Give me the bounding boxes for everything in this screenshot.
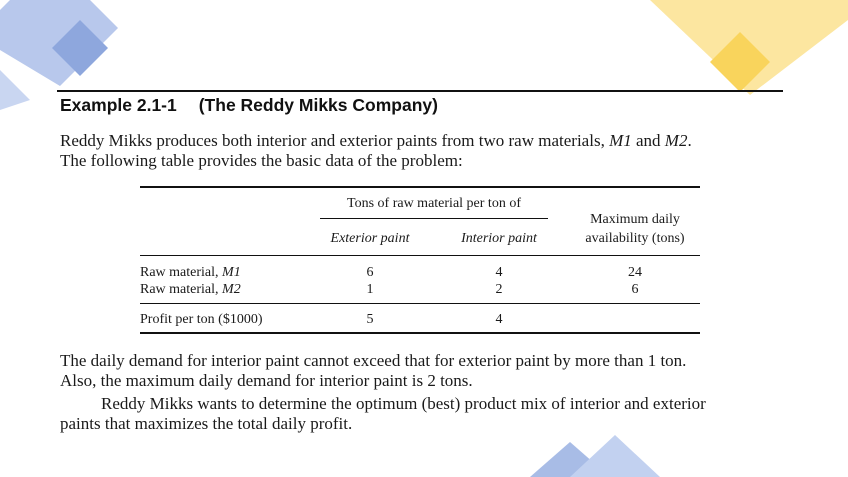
col-header-max-line2: availability (tons) [585,231,685,246]
example-heading [60,95,438,116]
cell-m1-max: 24 [628,265,642,280]
group-header-rule [320,218,548,219]
col-header-max-line1: Maximum daily [590,212,680,227]
profit-label: Profit per ton ($1000) [140,312,263,327]
cell-m2-exterior: 1 [366,282,374,297]
profit-top-rule [140,303,700,304]
bottom-decoration [520,430,670,477]
group-header: Tons of raw material per ton of [347,196,521,211]
table-bottom-rule [140,332,700,334]
cell-m1-exterior: 6 [366,265,374,280]
table-top-rule [140,186,700,188]
blue-triangle [0,70,30,110]
cell-m1-interior: 4 [495,265,503,280]
outro-line-3: Reddy Mikks wants to determine the optimum (best) product mix of interior and exterior [101,394,706,413]
col-header-interior: Interior paint [461,231,537,246]
heading-rule [57,90,783,92]
example-title: (The Reddy Mikks Company) [198,95,438,115]
example-number: Example 2.1-1 [60,95,177,115]
top-right-decoration [640,0,848,95]
row-label-m2: Raw material, M2 [140,282,241,297]
intro-line-2: The following table provides the basic data of the problem: [60,151,463,170]
outro-line-2: Also, the maximum daily demand for interior paint is 2 tons. [60,371,473,390]
cell-profit-exterior: 5 [366,312,374,327]
header-bottom-rule [140,255,700,256]
row-label-m1: Raw material, M1 [140,265,241,280]
top-left-decoration [0,0,130,110]
cell-profit-interior: 4 [495,312,503,327]
outro-line-1: The daily demand for interior paint cannot exceed that for exterior paint by more than 1 ton. [60,351,687,370]
col-header-exterior: Exterior paint [330,231,410,246]
outro-line-4: paints that maximizes the total daily profit. [60,414,353,433]
cell-m2-interior: 2 [495,282,503,297]
intro-line-1: Reddy Mikks produces both interior and exterior paints from two raw materials, M1 and M2. [60,131,692,150]
data-table [140,186,700,334]
cell-m2-max: 6 [631,282,639,297]
